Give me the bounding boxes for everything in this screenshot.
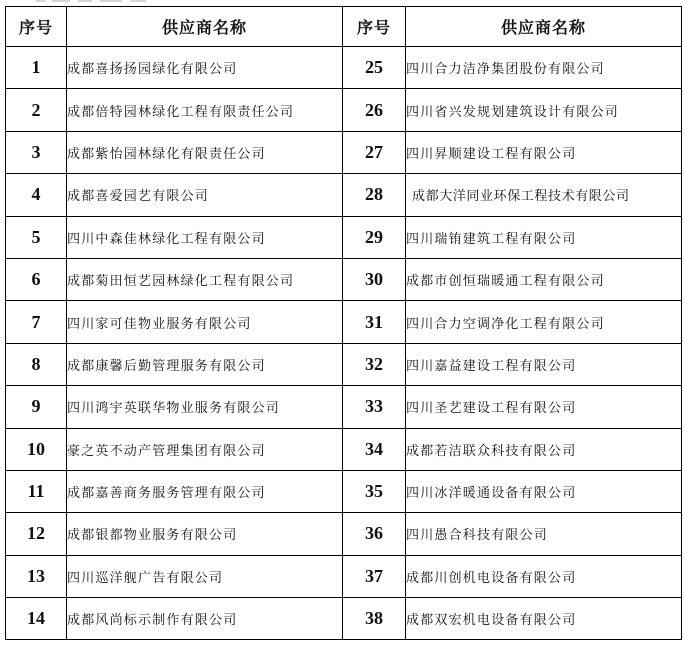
supplier-name-right: 成都大洋同业环保工程技术有限公司 (406, 174, 682, 216)
row-number-left: 4 (6, 174, 67, 216)
row-number-left: 6 (6, 258, 67, 300)
supplier-name-left: 成都倍特园林绿化工程有限责任公司 (67, 89, 343, 131)
row-number-left: 14 (6, 598, 67, 640)
table-row (6, 258, 682, 300)
supplier-name-left: 成都康馨后勤管理服务有限公司 (67, 343, 343, 385)
supplier-name-right: 四川嘉益建设工程有限公司 (406, 343, 682, 385)
supplier-name-right: 成都若洁联众科技有限公司 (406, 428, 682, 470)
row-number-right: 38 (343, 598, 406, 640)
table-row (6, 343, 682, 385)
row-number-left: 13 (6, 555, 67, 597)
supplier-name-right: 四川省兴发规划建筑设计有限公司 (406, 89, 682, 131)
supplier-name-right: 四川愚合科技有限公司 (406, 513, 682, 555)
row-number-right: 31 (343, 301, 406, 343)
row-number-left: 10 (6, 428, 67, 470)
table-header-row (6, 7, 682, 47)
supplier-name-left: 四川家可佳物业服务有限公司 (67, 301, 343, 343)
table-row (6, 470, 682, 512)
table-row (6, 216, 682, 258)
supplier-name-right: 成都市创恒瑞暖通工程有限公司 (406, 258, 682, 300)
supplier-name-right: 成都川创机电设备有限公司 (406, 555, 682, 597)
row-number-right: 34 (343, 428, 406, 470)
row-number-right: 29 (343, 216, 406, 258)
supplier-name-right: 成都双宏机电设备有限公司 (406, 598, 682, 640)
supplier-name-left: 成都风尚标示制作有限公司 (67, 598, 343, 640)
supplier-name-left: 成都菊田恒艺园林绿化工程有限公司 (67, 258, 343, 300)
table-row (6, 598, 682, 640)
row-number-left: 11 (6, 470, 67, 512)
header-seq-right: 序号 (343, 7, 406, 47)
row-number-right: 32 (343, 343, 406, 385)
supplier-name-left: 四川鸿宇英联华物业服务有限公司 (67, 386, 343, 428)
supplier-name-right: 四川冰洋暖通设备有限公司 (406, 470, 682, 512)
row-number-right: 33 (343, 386, 406, 428)
table-row (6, 131, 682, 173)
table-row (6, 89, 682, 131)
table-row (6, 174, 682, 216)
row-number-right: 30 (343, 258, 406, 300)
row-number-left: 8 (6, 343, 67, 385)
supplier-name-left: 豪之英不动产管理集团有限公司 (67, 428, 343, 470)
header-name-left: 供应商名称 (67, 7, 343, 47)
supplier-name-right: 四川瑞铕建筑工程有限公司 (406, 216, 682, 258)
row-number-left: 9 (6, 386, 67, 428)
supplier-table (5, 6, 682, 640)
table-row (6, 301, 682, 343)
supplier-name-left: 四川巡洋舰广告有限公司 (67, 555, 343, 597)
supplier-name-right: 四川合力洁净集团股份有限公司 (406, 47, 682, 89)
supplier-name-right: 四川圣艺建设工程有限公司 (406, 386, 682, 428)
header-seq-left: 序号 (6, 7, 67, 47)
supplier-name-left: 成都喜扬扬园绿化有限公司 (67, 47, 343, 89)
row-number-right: 37 (343, 555, 406, 597)
row-number-left: 3 (6, 131, 67, 173)
table-row (6, 513, 682, 555)
row-number-left: 12 (6, 513, 67, 555)
supplier-name-right: 四川合力空调净化工程有限公司 (406, 301, 682, 343)
supplier-name-left: 成都紫怡园林绿化有限责任公司 (67, 131, 343, 173)
row-number-left: 5 (6, 216, 67, 258)
table-row (6, 428, 682, 470)
row-number-left: 2 (6, 89, 67, 131)
row-number-left: 7 (6, 301, 67, 343)
row-number-right: 26 (343, 89, 406, 131)
row-number-right: 28 (343, 174, 406, 216)
row-number-left: 1 (6, 47, 67, 89)
row-number-right: 27 (343, 131, 406, 173)
row-number-right: 36 (343, 513, 406, 555)
supplier-name-right: 四川昇顺建设工程有限公司 (406, 131, 682, 173)
supplier-name-left: 成都嘉善商务服务管理有限公司 (67, 470, 343, 512)
header-name-right: 供应商名称 (406, 7, 682, 47)
supplier-name-left: 成都银都物业服务有限公司 (67, 513, 343, 555)
supplier-name-left: 成都喜爱园艺有限公司 (67, 174, 343, 216)
supplier-name-left: 四川中森佳林绿化工程有限公司 (67, 216, 343, 258)
table-row (6, 47, 682, 89)
row-number-right: 35 (343, 470, 406, 512)
table-row (6, 555, 682, 597)
row-number-right: 25 (343, 47, 406, 89)
table-row (6, 386, 682, 428)
